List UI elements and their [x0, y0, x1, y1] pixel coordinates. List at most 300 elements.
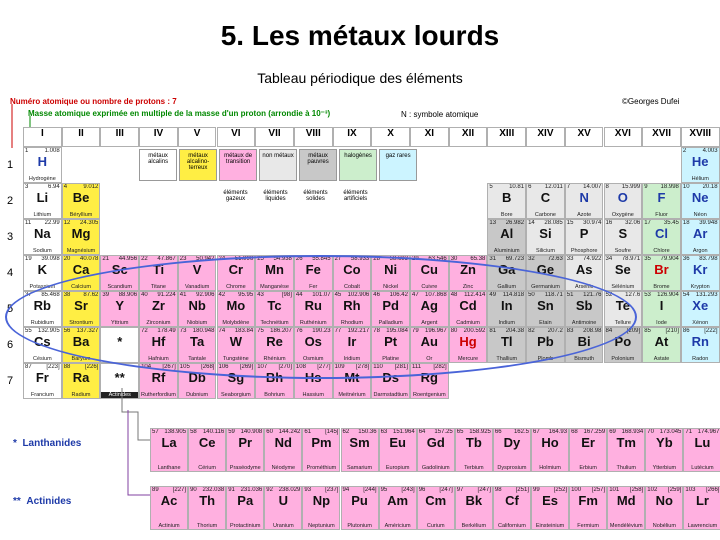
element-cell	[100, 255, 139, 291]
element-symbol: Se	[614, 262, 631, 277]
element-symbol: Sm	[349, 435, 370, 450]
atomic-mass: 79.904	[660, 256, 679, 262]
atomic-mass: 26.982	[505, 220, 525, 226]
element-name: Neptunium	[308, 523, 335, 529]
state-key: éléments solides	[303, 190, 328, 202]
atomic-mass: [222]	[704, 328, 718, 334]
element-name: Baryum	[71, 356, 91, 362]
atomic-number: 53	[644, 292, 651, 298]
atomic-number: 92	[266, 487, 273, 493]
element-symbol: Ac	[160, 493, 178, 508]
element-cell	[333, 327, 372, 363]
atomic-mass: 51.996	[234, 256, 254, 262]
element-cell	[681, 327, 720, 363]
atomic-number: 38	[63, 292, 71, 298]
element-symbol: No	[655, 493, 674, 508]
element-symbol: Fm	[578, 493, 598, 508]
element-cell	[487, 183, 526, 219]
period-label: 4	[7, 267, 14, 279]
atomic-mass: 20.18	[702, 184, 718, 190]
element-cell	[23, 327, 62, 363]
element-name: Tungstène	[222, 356, 249, 362]
atomic-mass: 126.904	[657, 292, 679, 298]
atomic-number: 91	[228, 487, 235, 493]
element-cell	[139, 363, 178, 399]
element-symbol: Ne	[691, 190, 709, 205]
lanthanide-cell	[341, 428, 379, 472]
element-symbol: Pt	[384, 334, 398, 349]
element-name: Néon	[693, 212, 707, 218]
group-header: X	[371, 127, 410, 147]
element-symbol: Rh	[343, 298, 361, 313]
atomic-number: 56	[63, 328, 71, 334]
element-cell	[23, 219, 62, 255]
atomic-mass: [251]	[515, 487, 529, 493]
group-header: IX	[333, 127, 372, 147]
element-cell	[62, 255, 101, 291]
element-cell	[100, 363, 139, 399]
element-symbol: Au	[420, 334, 439, 349]
element-symbol: Al	[500, 226, 514, 241]
element-cell	[526, 291, 565, 327]
atomic-mass: 231.036	[240, 487, 263, 493]
atomic-mass: 183.84	[234, 328, 254, 334]
element-symbol: I	[659, 298, 664, 313]
atomic-number: 65	[456, 429, 464, 435]
element-name: Magnésium	[66, 248, 96, 254]
atomic-mass: 107.868	[424, 292, 447, 298]
atomic-mass: 14.007	[583, 184, 602, 190]
atomic-number: 88	[63, 364, 71, 370]
lanthanide-cell	[683, 428, 720, 472]
legend-atomic-mass: Masse atomique exprimée en multiple de la masse d'un proton (arrondie à 10⁻³)	[28, 109, 331, 118]
element-symbol: Cl	[655, 226, 669, 241]
element-cell	[62, 291, 101, 327]
element-symbol: Po	[614, 334, 632, 349]
element-name: Hélium	[691, 176, 709, 182]
element-symbol: Ca	[72, 262, 90, 277]
element-name: Radon	[692, 356, 709, 362]
element-name: Tantale	[188, 356, 207, 362]
category-key: gaz rares	[379, 149, 417, 181]
atomic-mass: 200.592	[463, 328, 486, 334]
atomic-number: 78	[373, 328, 380, 334]
element-symbol: Dy	[503, 435, 521, 450]
atomic-number: 71	[685, 429, 693, 435]
element-symbol: Ni	[384, 262, 398, 277]
element-name: Argent	[421, 320, 438, 326]
atomic-mass: [259]	[668, 487, 682, 493]
element-name: Zirconium	[146, 320, 171, 326]
atomic-number: 74	[218, 328, 226, 334]
atomic-mass: 12.011	[544, 184, 563, 190]
atomic-mass: 168.934	[621, 429, 644, 435]
element-cell	[565, 327, 604, 363]
element-cell	[449, 291, 488, 327]
atomic-number: 4	[63, 184, 68, 190]
element-name: Astate	[653, 356, 670, 362]
atomic-number: 86	[682, 328, 690, 334]
atomic-mass: [244]	[363, 487, 377, 493]
element-symbol: Zr	[151, 298, 165, 313]
element-name: Actinium	[158, 523, 180, 529]
element-cell	[294, 363, 333, 399]
atomic-number: 47	[412, 292, 419, 298]
element-symbol: As	[575, 262, 593, 277]
element-symbol: Md	[616, 493, 636, 508]
element-name: Prométhium	[306, 465, 337, 471]
atomic-number: 17	[644, 220, 651, 226]
element-cell	[642, 327, 681, 363]
element-symbol: Nb	[188, 298, 206, 313]
atomic-number: 42	[218, 292, 226, 298]
group-header: V	[178, 127, 217, 147]
element-symbol: Zn	[460, 262, 476, 277]
element-cell	[371, 291, 410, 327]
star-marker: *	[13, 438, 23, 449]
element-symbol: Db	[188, 370, 206, 385]
atomic-mass: [247]	[477, 487, 491, 493]
atomic-number: 51	[566, 292, 574, 298]
atomic-number: 37	[25, 292, 32, 298]
element-cell	[681, 183, 720, 219]
atomic-number: 30	[450, 256, 458, 262]
element-name: Fer	[309, 284, 318, 290]
element-name: Molybdène	[222, 320, 250, 326]
element-symbol: Yb	[656, 435, 673, 450]
element-symbol: Sr	[74, 298, 88, 313]
element-name: Californium	[498, 523, 526, 529]
atomic-number: 24	[218, 256, 226, 262]
slide-title: 5. Les métaux lourds	[220, 20, 500, 51]
element-symbol: Ru	[304, 298, 322, 313]
state-key: éléments liquides	[263, 190, 288, 202]
atomic-mass: 192.217	[347, 328, 370, 334]
atomic-mass: [277]	[317, 364, 331, 370]
atomic-mass: 132.905	[37, 328, 60, 334]
atomic-mass: 196.967	[424, 328, 447, 334]
atomic-mass: 1.008	[44, 148, 60, 154]
atomic-mass: 58.693	[389, 256, 408, 262]
element-symbol: H	[37, 154, 48, 169]
atomic-mass: [267]	[162, 364, 176, 370]
group-header: XIII	[487, 127, 526, 147]
element-cell	[294, 291, 333, 327]
element-name: Bismuth	[574, 356, 595, 362]
element-cell	[178, 363, 217, 399]
element-cell	[642, 291, 681, 327]
atomic-number: 85	[644, 328, 651, 334]
atomic-mass: 164.93	[548, 429, 568, 435]
atomic-number: 10	[682, 184, 690, 190]
atomic-number: 103	[685, 487, 696, 493]
element-cell	[62, 183, 101, 219]
atomic-number: 12	[63, 220, 71, 226]
atomic-number: 104	[141, 364, 152, 370]
group-header: II	[62, 127, 101, 147]
element-symbol: Rg	[420, 370, 439, 385]
atomic-number: 2	[682, 148, 687, 154]
periodic-table-title: Tableau périodique des éléments	[257, 70, 463, 86]
element-symbol: C	[540, 190, 551, 205]
element-cell	[333, 255, 372, 291]
element-symbol: Ce	[198, 435, 216, 450]
element-symbol: Es	[542, 493, 558, 508]
actinide-cell	[607, 486, 645, 530]
element-name: Carbone	[534, 212, 556, 218]
state-key: éléments gazeux	[223, 190, 248, 202]
atomic-number: 84	[605, 328, 613, 334]
atomic-number: 87	[25, 364, 32, 370]
atomic-number: 50	[528, 292, 535, 298]
element-name: Einsteinium	[535, 523, 565, 529]
element-cell	[449, 327, 488, 363]
element-symbol: Ar	[693, 226, 708, 241]
element-name: Etain	[539, 320, 552, 326]
element-name: Meitnérium	[338, 392, 366, 398]
element-symbol: V	[192, 262, 202, 277]
element-name: Thulium	[616, 465, 637, 471]
element-symbol: Cm	[425, 493, 447, 508]
atomic-mass: [243]	[401, 487, 415, 493]
atomic-mass: [268]	[201, 364, 215, 370]
element-symbol: Cs	[34, 334, 51, 349]
element-name: Bore	[500, 212, 513, 218]
atomic-number: 59	[228, 429, 235, 435]
atomic-number: 94	[342, 487, 350, 493]
atomic-mass: [252]	[553, 487, 568, 493]
element-name: Antimoine	[571, 320, 597, 326]
element-name: Radium	[71, 392, 91, 398]
element-cell	[487, 219, 526, 255]
element-cell	[217, 291, 256, 327]
element-cell	[23, 291, 62, 327]
element-cell	[255, 327, 294, 363]
element-name: Arsenic	[574, 284, 594, 290]
element-cell	[526, 219, 565, 255]
category-key: halogènes	[339, 149, 377, 181]
element-name: Roentgenium	[412, 392, 446, 398]
element-name: Fluor	[655, 212, 668, 218]
atomic-number: 15	[566, 220, 574, 226]
element-name: Cérium	[198, 465, 216, 471]
atomic-number: 23	[179, 256, 187, 262]
element-name: Dubnium	[186, 392, 209, 398]
atomic-number: 111	[412, 364, 422, 370]
atomic-mass: 55.845	[312, 256, 331, 262]
atomic-mass: 72.63	[547, 256, 563, 262]
element-name: Cadmium	[456, 320, 480, 326]
element-cell	[23, 183, 62, 219]
atomic-number: 73	[179, 328, 187, 334]
element-symbol: Ge	[536, 262, 555, 277]
atomic-mass: 83.798	[699, 256, 718, 262]
atomic-mass: 91.224	[157, 292, 176, 298]
period-label: 7	[7, 375, 14, 387]
group-header: XI	[410, 127, 449, 147]
element-name: Iridium	[343, 356, 361, 362]
element-name: Chrome	[226, 284, 246, 290]
element-cell	[681, 291, 720, 327]
element-cell	[604, 219, 643, 255]
element-symbol: Xe	[692, 298, 709, 313]
atomic-mass: 30.974	[583, 220, 602, 226]
element-cell	[294, 327, 333, 363]
atomic-mass: [282]	[433, 364, 447, 370]
element-cell	[333, 291, 372, 327]
element-symbol: Mg	[71, 226, 91, 241]
atomic-mass: [145]	[325, 429, 339, 435]
actinide-cell	[188, 486, 226, 530]
atomic-mass: [266]	[706, 487, 720, 493]
element-name: Ruthénium	[299, 320, 327, 326]
atomic-mass: 39.948	[699, 220, 718, 226]
atomic-mass: [278]	[355, 364, 370, 370]
element-name: Yttrium	[111, 320, 129, 326]
element-name: Palladium	[378, 320, 403, 326]
element-symbol: Li	[36, 190, 49, 205]
atomic-number: 7	[566, 184, 571, 190]
element-symbol: Kr	[693, 262, 708, 277]
element-name: Nickel	[383, 284, 399, 290]
element-cell	[255, 255, 294, 291]
element-name: Chlore	[653, 248, 670, 254]
atomic-number: 99	[533, 487, 540, 493]
atomic-number: 19	[25, 256, 32, 262]
periodic-table	[3, 127, 719, 414]
element-cell	[487, 327, 526, 363]
element-symbol: Na	[34, 226, 51, 241]
actinide-cell	[302, 486, 340, 530]
element-name: Xénon	[692, 320, 709, 326]
element-symbol: Ga	[498, 262, 516, 277]
category-key: métaux de transition	[219, 149, 257, 181]
atomic-number: 31	[489, 256, 497, 262]
element-name: Béryllium	[69, 212, 93, 218]
element-cell	[371, 363, 410, 399]
actinide-cell	[683, 486, 720, 530]
element-name: Holmium	[539, 465, 561, 471]
atomic-number: 21	[102, 256, 110, 262]
atomic-mass: [98]	[281, 292, 292, 298]
period-label: 6	[7, 339, 14, 351]
atomic-number: 27	[334, 256, 342, 262]
element-name: Rutherfordium	[141, 392, 176, 398]
element-symbol: Ba	[72, 334, 90, 349]
atomic-mass: 174.967	[697, 429, 720, 435]
atomic-mass: 144.242	[278, 429, 301, 435]
element-name: Niobium	[187, 320, 208, 326]
atomic-mass: 167.259	[583, 429, 606, 435]
atomic-number: 70	[647, 429, 654, 435]
group-header: IV	[139, 127, 178, 147]
element-cell	[178, 255, 217, 291]
atomic-mass: 9.012	[83, 184, 99, 190]
atomic-mass: 118.71	[544, 292, 563, 298]
element-symbol: Fe	[305, 262, 321, 277]
element-cell	[371, 327, 410, 363]
element-symbol: K	[37, 262, 48, 277]
element-name: Mendélévium	[609, 523, 643, 529]
element-symbol: U	[278, 493, 289, 508]
element-name: Tellure	[614, 320, 631, 326]
element-symbol: Br	[654, 262, 669, 277]
element-name: Osmium	[302, 356, 324, 362]
atomic-number: 75	[257, 328, 264, 334]
actinides-label: ** Actinides	[13, 496, 72, 507]
category-key: non métaux	[259, 149, 297, 181]
atomic-number: 14	[528, 220, 535, 226]
element-cell	[178, 291, 217, 327]
atomic-number: 16	[605, 220, 613, 226]
element-name: Hydrogène	[28, 176, 56, 182]
atomic-mass: 178.49	[157, 328, 176, 334]
atomic-number: 18	[682, 220, 690, 226]
atomic-number: 13	[489, 220, 497, 226]
actinide-cell	[264, 486, 302, 530]
element-name: Sodium	[33, 248, 52, 254]
atomic-number: 54	[682, 292, 690, 298]
legend-atomic-number: Numéro atomique ou nombre de protons : 7	[10, 97, 177, 106]
element-symbol: Ag	[420, 298, 439, 313]
atomic-mass: [226]	[85, 364, 99, 370]
atomic-mass: [210]	[665, 328, 679, 334]
element-symbol: Tl	[500, 334, 513, 349]
lanthanide-cell	[226, 428, 264, 472]
atomic-number: 76	[295, 328, 303, 334]
credit: ©Georges Dufei	[622, 97, 680, 106]
atomic-number: 33	[566, 256, 574, 262]
element-symbol: Y	[115, 298, 125, 313]
atomic-number: 63	[380, 429, 388, 435]
element-symbol: Bk	[465, 493, 483, 508]
atomic-number: 9	[644, 184, 648, 190]
element-cell	[604, 255, 643, 291]
element-name: Plomb	[537, 356, 554, 362]
element-name: Terbium	[464, 465, 484, 471]
atomic-number: 5	[489, 184, 493, 190]
element-symbol: Pu	[351, 493, 368, 508]
element-cell	[294, 255, 333, 291]
atomic-mass: [237]	[325, 487, 339, 493]
element-symbol: Er	[581, 435, 595, 450]
atomic-number: 58	[190, 429, 197, 435]
element-cell	[565, 219, 604, 255]
atomic-mass: 140.908	[240, 429, 263, 435]
lanthanides-block	[3, 426, 719, 474]
period-label: 5	[7, 303, 14, 315]
atomic-mass: 106.42	[389, 292, 408, 298]
element-name: Aluminium	[493, 248, 520, 254]
atomic-number: 98	[494, 487, 502, 493]
element-name: Rhénium	[263, 356, 286, 362]
element-symbol: Eu	[389, 435, 406, 450]
element-name: Cobalt	[343, 284, 360, 290]
element-symbol: Nd	[274, 435, 293, 450]
atomic-number: 32	[528, 256, 535, 262]
atomic-number: 102	[647, 487, 658, 493]
element-cell	[565, 183, 604, 219]
element-name: Technétium	[260, 320, 289, 326]
atomic-number: 101	[609, 487, 620, 493]
group-header: I	[23, 127, 62, 147]
atomic-number: 77	[334, 328, 342, 334]
atomic-mass: 232.038	[202, 487, 225, 493]
element-symbol: P	[579, 226, 589, 241]
atomic-mass: [270]	[278, 364, 292, 370]
element-symbol: B	[502, 190, 512, 205]
atomic-number: 80	[450, 328, 458, 334]
